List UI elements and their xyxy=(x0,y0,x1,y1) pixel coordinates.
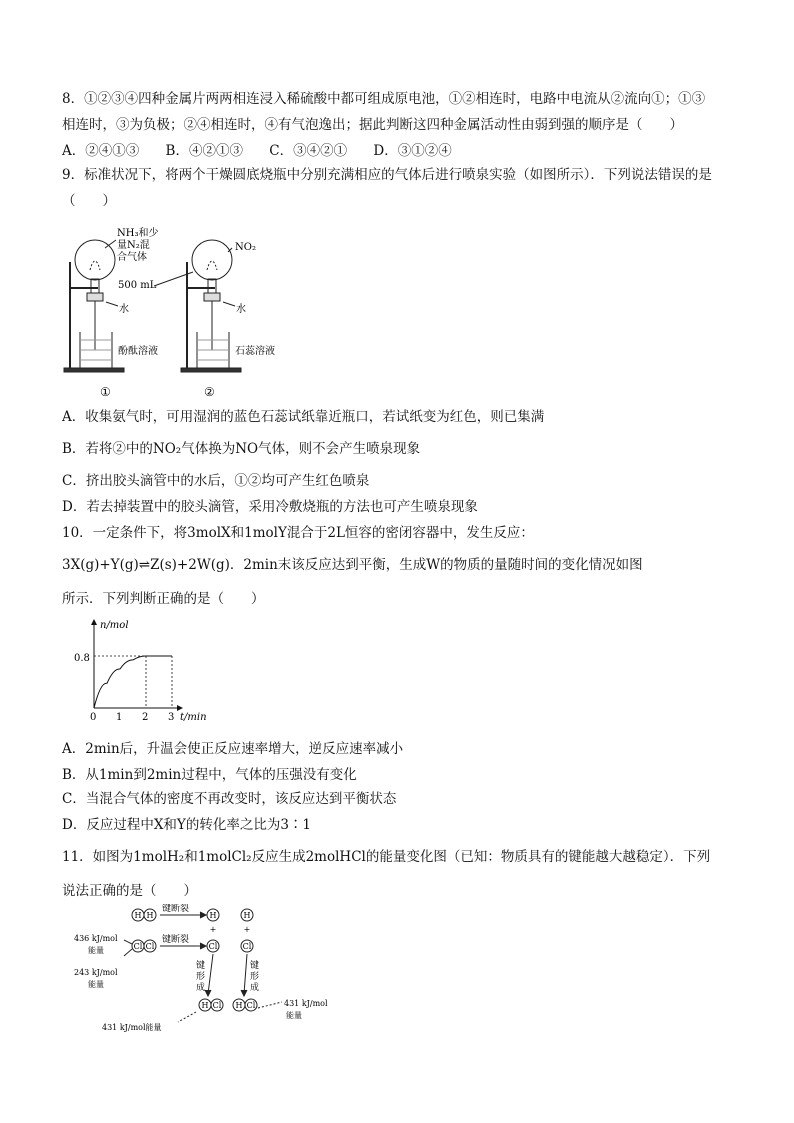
bond-energy-diagram xyxy=(70,904,350,1054)
atom-cl1: Cl xyxy=(133,942,143,951)
atom-h3: H xyxy=(209,911,217,920)
q10-option-c: C．当混合气体的密度不再改变时，该反应达到平衡状态 xyxy=(62,791,397,807)
q8-option-b: B．④②①③ xyxy=(165,143,243,159)
energy-243-label: 能量 xyxy=(88,980,104,989)
x-tick-2: 2 xyxy=(142,712,149,723)
solution-label-2: 石蕊溶液 xyxy=(235,346,275,357)
q9-line2: （ ） xyxy=(62,193,116,209)
bond-break-label-1: 键断裂 xyxy=(162,904,190,914)
q11-line2: 说法正确的是（ ） xyxy=(62,883,197,899)
atom-cl6: Cl xyxy=(246,1001,256,1010)
bond-form-2c: 成 xyxy=(250,983,260,993)
volume-label: 500 mL xyxy=(118,280,157,291)
atom-cl2: Cl xyxy=(145,942,155,951)
plus-sign-2: + xyxy=(243,925,251,934)
atom-cl5: Cl xyxy=(212,1001,222,1010)
apparatus-label-2: ② xyxy=(204,385,215,399)
bond-form-2b: 形 xyxy=(250,972,260,982)
q11-line1: 11．如图为1molH₂和1molCl₂反应生成2molHCl的能量变化图（已知：物质具有的键能越大越稳定）．下列 xyxy=(62,849,711,865)
atom-h5: H xyxy=(201,1001,209,1010)
q10-line1: 10．一定条件下，将3molX和1molY混合于2L恒容的密闭容器中，发生反应： xyxy=(62,525,534,541)
apparatus-label-1: ① xyxy=(100,385,111,399)
atom-cl4: Cl xyxy=(242,942,252,951)
q8-option-a: A．②④①③ xyxy=(62,143,140,159)
energy-243-value: 243 kJ/mol xyxy=(74,968,118,977)
q9-option-c: C．挤出胶头滴管中的水后，①②均可产生红色喷泉 xyxy=(62,473,370,489)
x-tick-1: 1 xyxy=(116,712,123,723)
energy-431-left: 431 kJ/mol能量 xyxy=(102,1023,162,1032)
q8-line2: 相连时，③为负极；②④相连时，④有气泡逸出；据此判断这四种金属活动性由弱到强的顺序是（ ） xyxy=(62,117,683,133)
flask1-gas-line3: 合气体 xyxy=(117,252,147,263)
energy-431-right-label: 能量 xyxy=(286,1011,302,1020)
energy-436-label: 能量 xyxy=(88,946,104,955)
q10-line3: 所示．下列判断正确的是（ ） xyxy=(62,591,265,607)
y-axis-label: n/mol xyxy=(100,620,129,631)
bond-form-1b: 形 xyxy=(196,972,206,982)
atom-h1: H xyxy=(134,911,142,920)
q9-option-a: A．收集氨气时，可用湿润的蓝色石蕊试纸靠近瓶口，若试纸变为红色，则已集满 xyxy=(62,409,545,425)
flask2-gas-label: NO₂ xyxy=(235,242,256,253)
q10-option-a: A．2min后，升温会使正反应速率增大，逆反应速率减小 xyxy=(62,741,404,757)
energy-436-value: 436 kJ/mol xyxy=(74,934,118,943)
fountain-apparatus-figure xyxy=(60,222,310,402)
x-tick-0: 0 xyxy=(90,712,97,723)
q8-options xyxy=(62,142,474,160)
water-label-1: 水 xyxy=(119,304,129,315)
bond-break-label-2: 键断裂 xyxy=(162,935,190,945)
q9-option-b: B．若将②中的NO₂气体换为NO气体，则不会产生喷泉现象 xyxy=(62,441,421,457)
q8-option-d: D．③①②④ xyxy=(373,143,452,159)
q10-line2: 3X(g)+Y(g)⇌Z(s)+2W(g)．2min末该反应达到平衡，生成W的物质的量随时间的变化情况如图 xyxy=(62,557,643,573)
bond-form-1c: 成 xyxy=(196,983,206,993)
x-axis-label: t/min xyxy=(180,712,207,723)
q10-option-d: D．反应过程中X和Y的转化率之比为3∶1 xyxy=(62,817,312,833)
q8-line1: 8．①②③④四种金属片两两相连浸入稀硫酸中都可组成原电池，①②相连时，电路中电流从②流向①；①③ xyxy=(62,91,706,107)
q9-line1: 9．标准状况下，将两个干燥圆底烧瓶中分别充满相应的气体后进行喷泉实验（如图所示）．下列说法错误的是 xyxy=(62,167,712,183)
atom-h2: H xyxy=(146,911,154,920)
x-tick-3: 3 xyxy=(168,712,175,723)
atom-h6: H xyxy=(235,1001,243,1010)
apparatus-1 xyxy=(64,240,124,372)
flask1-gas-line2: 量N₂混 xyxy=(117,240,150,251)
bond-form-2a: 键 xyxy=(250,961,260,971)
solution-label-1: 酚酞溶液 xyxy=(118,346,158,357)
atom-h4: H xyxy=(243,911,251,920)
atom-cl3: Cl xyxy=(208,942,218,951)
w-amount-time-graph xyxy=(70,614,220,724)
w-amount-curve xyxy=(94,656,172,708)
q8-option-c: C．③④②① xyxy=(269,143,348,159)
flask1-gas-line1: NH₃和少 xyxy=(117,228,159,239)
bond-form-1a: 键 xyxy=(196,961,206,971)
q10-option-b: B．从1min到2min过程中，气体的压强没有变化 xyxy=(62,767,357,783)
plus-sign-1: + xyxy=(209,925,217,934)
energy-431-right-value: 431 kJ/mol xyxy=(284,999,328,1008)
q9-option-d: D．若去掉装置中的胶头滴管，采用冷敷烧瓶的方法也可产生喷泉现象 xyxy=(62,499,478,515)
y-tick-label: 0.8 xyxy=(74,653,90,664)
water-label-2: 水 xyxy=(236,304,246,315)
